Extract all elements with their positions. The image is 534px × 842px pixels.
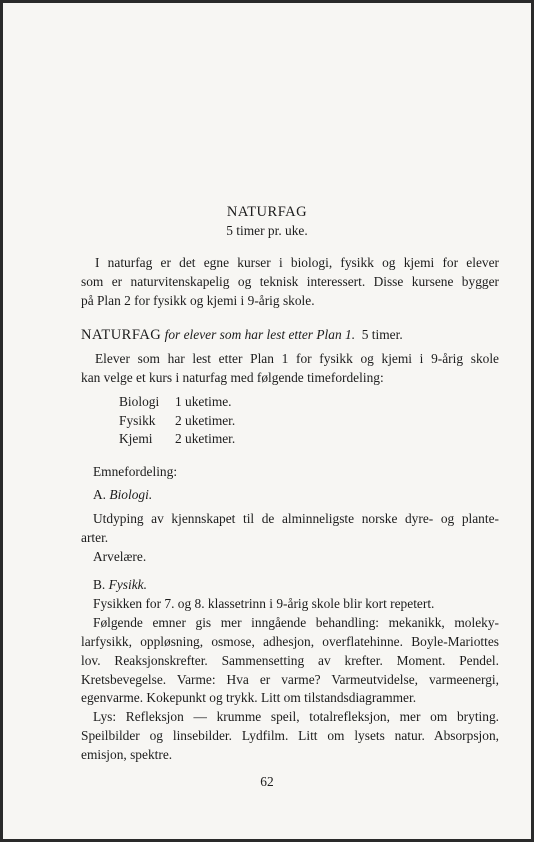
section-b-line: Lys: Refleksjon — krumme speil, totalrefleksjon, mer om bryting.	[93, 709, 499, 724]
hours-value: 2 uketimer.	[175, 413, 236, 428]
plan-intro-line: kan velge et kurs i naturfag med følgende timefordeling:	[81, 370, 384, 385]
intro-line: på Plan 2 for fysikk og kjemi i 9-årig skole.	[81, 293, 315, 308]
hours-subject: Kjemi	[119, 431, 153, 446]
page-number: 62	[260, 774, 274, 789]
hours-subject: Fysikk	[119, 413, 156, 428]
section-a-heading	[93, 486, 152, 504]
intro-line: som er naturvitenskapelig og teknisk interessert. Disse kursene bygger	[81, 274, 499, 289]
plan-heading-hours: 5 timer.	[361, 327, 403, 342]
hours-value: 1 uketime.	[175, 394, 232, 409]
section-b-line: Fysikken for 7. og 8. klassetrinn i 9-årig skole blir kort repetert.	[93, 596, 435, 611]
plan-intro-line: Elever som har lest etter Plan 1 for fysikk og kjemi i 9-årig skole	[95, 351, 499, 366]
hours-value: 2 uketimer.	[175, 431, 236, 446]
section-b-title: Fysikk.	[108, 577, 147, 592]
section-b-line: larfysikk, oppløsning, osmose, adhesjon, overflatehinne. Boyle-Mariottes	[81, 634, 499, 649]
page-title: NATURFAG	[226, 204, 308, 220]
hours-subject: Biologi	[119, 394, 160, 409]
plan-heading-italic: for elever som har lest etter Plan 1.	[164, 327, 356, 342]
section-a-line: Utdyping av kjennskapet til de alminneligste norske dyre- og plante-	[93, 511, 499, 526]
section-a-extra: Arvelære.	[93, 549, 147, 564]
section-b-line: emisjon, spektre.	[81, 747, 173, 762]
section-b-line: Følgende emner gis mer inngående behandling: mekanikk, moleky-	[93, 615, 499, 630]
section-b-line: Kretsbevegelse. Varme: Hva er varme? Varmeutvidelse, varmeenergi,	[81, 672, 499, 687]
section-a-letter: A.	[93, 487, 107, 502]
section-b-line: egenvarme. Kokepunkt og trykk. Litt om tilstandsdiagrammer.	[81, 690, 417, 705]
book-page	[3, 3, 531, 839]
section-a-title: Biologi.	[109, 487, 153, 502]
section-b-heading	[93, 576, 147, 594]
section-a-line: arter.	[81, 530, 109, 545]
page-subtitle: 5 timer pr. uke.	[226, 223, 308, 238]
intro-line: I naturfag er det egne kurser i biologi, fysikk og kjemi for elever	[95, 255, 499, 270]
distribution-label: Emnefordeling:	[93, 464, 178, 479]
section-b-line: Speilbilder og linsebilder. Lydfilm. Litt om lysets natur. Absorpsjon,	[81, 728, 499, 743]
section-b-letter: B.	[93, 577, 106, 592]
plan-heading-title: NATURFAG	[81, 327, 162, 343]
section-b-line: lov. Reaksjonskrefter. Sammensetting av krefter. Moment. Pendel.	[81, 653, 499, 668]
plan-heading	[81, 326, 403, 344]
